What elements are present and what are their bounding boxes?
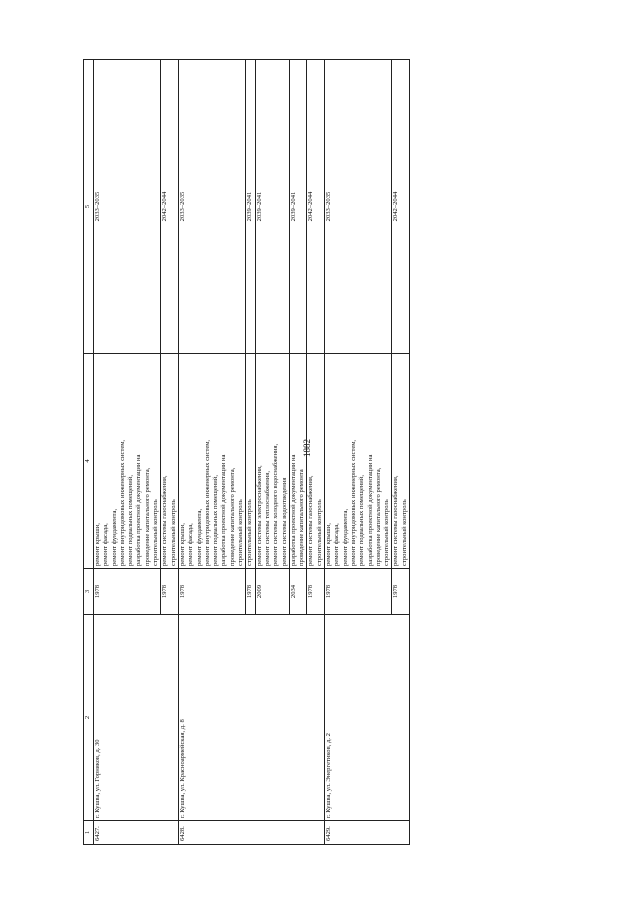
work-line: ремонт фасада, — [187, 523, 195, 566]
page-number: 1882 — [302, 439, 312, 457]
period-cell: 2033–2035 — [178, 60, 245, 354]
work-line: разработка проектной документации на — [289, 454, 297, 566]
period-cell: 2039–2041 — [289, 60, 307, 354]
period-cell: 2042–2044 — [392, 60, 410, 354]
year-cell: 1978 — [94, 569, 161, 615]
year-cell: 2034 — [289, 569, 307, 615]
work-line: ремонт внутридомовых инженерных систем, — [203, 439, 211, 566]
period-cell: 2033–2035 — [325, 60, 392, 354]
work-line: ремонт системы газоснабжения, — [392, 475, 400, 566]
work-line: ремонт подвальных помещений, — [358, 475, 366, 566]
work-line: строительный контроль — [400, 499, 408, 566]
period-cell: 2039–2041 — [255, 60, 289, 354]
works-cell — [246, 354, 255, 569]
period-cell: 2042–2044 — [161, 60, 179, 354]
table-row — [178, 60, 245, 845]
work-line: ремонт внутридомовых инженерных систем, — [118, 439, 126, 566]
work-line: ремонт системы водоотведения — [280, 477, 288, 566]
work-line: ремонт фундамента, — [195, 508, 203, 566]
work-line: ремонт системы газоснабжения, — [307, 475, 315, 566]
work-line: строительный контроль — [237, 499, 245, 566]
work-line: ремонт фасада, — [333, 523, 341, 566]
work-line: проведение капитального ремонта, — [374, 467, 382, 566]
year-cell: 1978 — [178, 569, 245, 615]
column-number: 5 — [84, 60, 94, 354]
work-line: проведение капитального ремонта, — [143, 467, 151, 566]
period-cell: 2039–2041 — [246, 60, 255, 354]
work-line: ремонт фундамента, — [341, 508, 349, 566]
work-line: ремонт системы холодного водоснабжения, — [272, 443, 280, 566]
work-line: разработка проектной документации на — [220, 454, 228, 566]
row-number: 6428. — [178, 821, 324, 845]
work-line: разработка проектной документации на — [135, 454, 143, 566]
work-line: строительный контроль — [169, 499, 177, 566]
column-number: 2 — [84, 615, 94, 821]
column-number: 4 — [84, 354, 94, 569]
work-line: ремонт фасада, — [102, 523, 110, 566]
row-number: 6429. — [325, 821, 410, 845]
column-number-row — [84, 60, 94, 845]
work-line: ремонт подвальных помещений, — [127, 475, 135, 566]
address-cell: г. Кушва, ул. Горняков, д. 30 — [94, 615, 179, 821]
table-body — [94, 60, 410, 845]
column-number: 1 — [84, 821, 94, 845]
work-line: строительный контроль — [315, 499, 323, 566]
works-cell — [94, 354, 161, 569]
work-line: ремонт подвальных помещений, — [212, 475, 220, 566]
work-line: ремонт системы теплоснабжения, — [263, 471, 271, 566]
table-row — [325, 60, 392, 845]
table-row — [94, 60, 161, 845]
work-line: ремонт внутридомовых инженерных систем, — [349, 439, 357, 566]
work-line: строительный контроль — [383, 499, 391, 566]
works-cell — [325, 354, 392, 569]
address-cell: г. Кушва, ул. Энергетиков, д. 2 — [325, 615, 410, 821]
year-cell: 2009 — [255, 569, 289, 615]
row-number: 6427. — [94, 821, 179, 845]
address-cell: г. Кушва, ул. Красноармейская, д. 8 — [178, 615, 324, 821]
works-cell — [178, 354, 245, 569]
work-line: ремонт фундамента, — [110, 508, 118, 566]
period-cell: 2033–2035 — [94, 60, 161, 354]
works-cell — [255, 354, 289, 569]
works-cell — [289, 354, 307, 569]
year-cell: 1978 — [161, 569, 179, 615]
works-cell — [392, 354, 410, 569]
work-line: строительный контроль — [152, 499, 160, 566]
work-line: проведение капитального ремонта — [298, 469, 306, 566]
year-cell: 1978 — [392, 569, 410, 615]
year-cell: 1978 — [307, 569, 325, 615]
year-cell: 1978 — [325, 569, 392, 615]
column-number: 3 — [84, 569, 94, 615]
works-cell — [307, 354, 325, 569]
work-line: ремонт системы электроснабжения, — [255, 465, 263, 566]
works-cell — [161, 354, 179, 569]
capital-repair-table — [83, 59, 410, 845]
work-line: строительный контроль — [246, 499, 254, 566]
work-line: ремонт системы газоснабжения, — [161, 475, 169, 566]
work-line: ремонт крыши, — [325, 523, 333, 566]
work-line: ремонт крыши, — [178, 523, 186, 566]
work-line: разработка проектной документации на — [366, 454, 374, 566]
year-cell: 1978 — [246, 569, 255, 615]
work-line: ремонт крыши, — [94, 523, 101, 566]
work-line: проведение капитального ремонта, — [228, 467, 236, 566]
period-cell: 2042–2044 — [307, 60, 325, 354]
